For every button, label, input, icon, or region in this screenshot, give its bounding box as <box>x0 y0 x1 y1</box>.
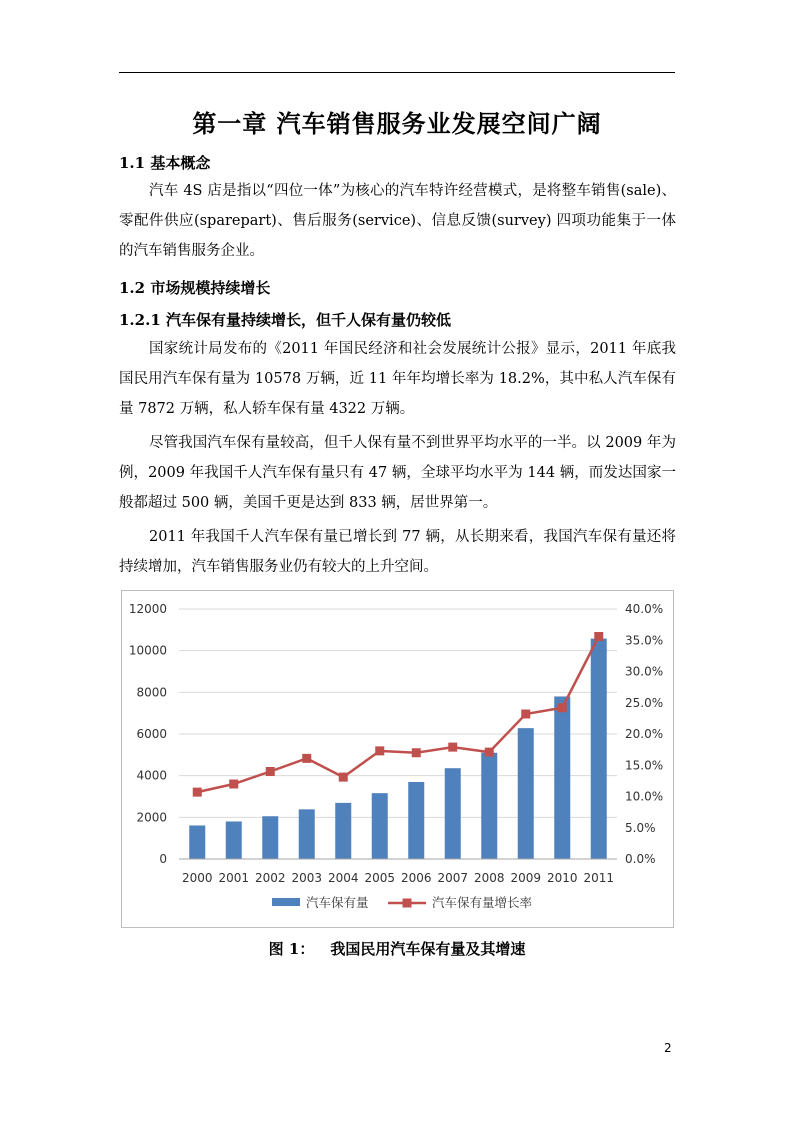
paragraph-text: 尽管我国汽车保有量较高，但千人保有量不到世界平均水平的一半。以 2009 年为例，2009 年我国千人汽车保有量只有 47 辆，全球平均水平为 144 辆，而发达国家一般都超过 500 辆，美国千更是达到 833 辆，居世界第一。 <box>119 435 676 511</box>
x-tick-label: 2006 <box>400 871 432 885</box>
bar <box>372 793 388 859</box>
growth-rate-point <box>339 773 348 782</box>
x-tick-label: 2011 <box>583 871 615 885</box>
bar <box>518 728 534 859</box>
paragraph-outlook <box>119 522 676 582</box>
x-tick-label: 2008 <box>473 871 505 885</box>
header-rule <box>119 72 675 73</box>
legend-swatch-bars <box>272 898 300 906</box>
y-right-tick-label: 25.0% <box>625 695 664 710</box>
bar <box>299 809 315 859</box>
section-heading-1-2-1: 1.2.1 汽车保有量持续增长，但千人保有量仍较低 <box>119 311 451 329</box>
growth-rate-point <box>594 632 603 641</box>
bar <box>591 639 607 859</box>
y-left-tick-label: 0 <box>159 852 167 866</box>
paragraph-text: 国家统计局发布的《2011 年国民经济和社会发展统计公报》显示，2011 年底我国民用汽车保有量为 10578 万辆，近 11 年年均增长率为 18.2%，其中私人汽车保有量 7872 万辆，私人轿车保有量 4322 万辆。 <box>119 341 676 417</box>
y-right-tick-label: 15.0% <box>625 758 664 773</box>
y-left-tick-label: 12000 <box>128 602 167 616</box>
bar <box>262 816 278 859</box>
x-tick-label: 2010 <box>546 871 578 885</box>
section-heading-1-1: 1.1 基本概念 <box>119 154 211 172</box>
y-left-tick-label: 6000 <box>136 727 167 741</box>
x-tick-label: 2001 <box>218 871 250 885</box>
y-left-tick-label: 2000 <box>136 810 167 825</box>
bar <box>408 782 424 859</box>
chart-canvas <box>122 591 675 929</box>
growth-rate-point <box>193 788 202 797</box>
growth-rate-point <box>375 746 384 755</box>
x-tick-label: 2004 <box>327 871 359 885</box>
chapter-title: 第一章 汽车销售服务业发展空间广阔 <box>192 110 602 138</box>
paragraph-text: 汽车 4S 店是指以“四位一体”为核心的汽车特许经营模式，是将整车销售(sale)、零配件供应(sparepart)、售后服务(service)、信息反馈(survey) 四项功能集于一体的汽车销售服务企业。 <box>119 183 676 259</box>
y-right-tick-label: 10.0% <box>625 789 664 804</box>
growth-rate-line <box>197 637 599 793</box>
y-left-tick-label: 4000 <box>136 768 167 783</box>
x-tick-label: 2002 <box>254 871 286 885</box>
bar <box>445 768 461 859</box>
y-right-tick-label: 35.0% <box>625 633 664 648</box>
growth-rate-point <box>485 748 494 757</box>
y-left-tick-label: 10000 <box>128 643 167 658</box>
paragraph-per-capita <box>119 428 676 518</box>
y-right-tick-label: 40.0% <box>625 602 664 616</box>
y-right-tick-label: 20.0% <box>625 727 664 741</box>
paragraph-statistics <box>119 334 676 424</box>
bar <box>554 696 570 859</box>
bar <box>226 821 242 859</box>
figure-caption <box>119 938 675 959</box>
paragraph-text: 2011 年我国千人汽车保有量已增长到 77 辆，从长期来看，我国汽车保有量还将持续增加，汽车销售服务业仍有较大的上升空间。 <box>119 529 676 575</box>
growth-rate-point <box>521 710 530 719</box>
x-tick-label: 2005 <box>364 871 396 885</box>
figure-caption-text: 我国民用汽车保有量及其增速 <box>330 940 526 958</box>
growth-rate-point <box>302 754 311 763</box>
x-tick-label: 2009 <box>510 871 542 885</box>
y-left-tick-label: 8000 <box>136 685 167 700</box>
bar <box>481 753 497 859</box>
y-right-tick-label: 30.0% <box>625 664 664 679</box>
growth-rate-point <box>229 780 238 789</box>
bar <box>335 803 351 859</box>
x-tick-label: 2003 <box>291 871 323 885</box>
growth-rate-point <box>266 767 275 776</box>
legend-label-bars: 汽车保有量 <box>306 895 369 910</box>
legend-marker-rate <box>403 899 412 908</box>
paragraph-concept <box>119 176 676 266</box>
page-number: 2 <box>664 1041 672 1055</box>
legend-label-rate: 汽车保有量增长率 <box>432 895 533 910</box>
y-right-tick-label: 5.0% <box>625 820 656 835</box>
x-tick-label: 2000 <box>181 871 213 885</box>
vehicle-ownership-chart <box>121 590 674 928</box>
growth-rate-point <box>412 748 421 757</box>
y-right-tick-label: 0.0% <box>625 852 656 866</box>
growth-rate-point <box>558 703 567 712</box>
figure-caption-label: 图 1： <box>268 940 315 958</box>
growth-rate-point <box>448 743 457 752</box>
bar <box>189 825 205 859</box>
x-tick-label: 2007 <box>437 871 469 885</box>
section-heading-1-2: 1.2 市场规模持续增长 <box>119 279 271 297</box>
